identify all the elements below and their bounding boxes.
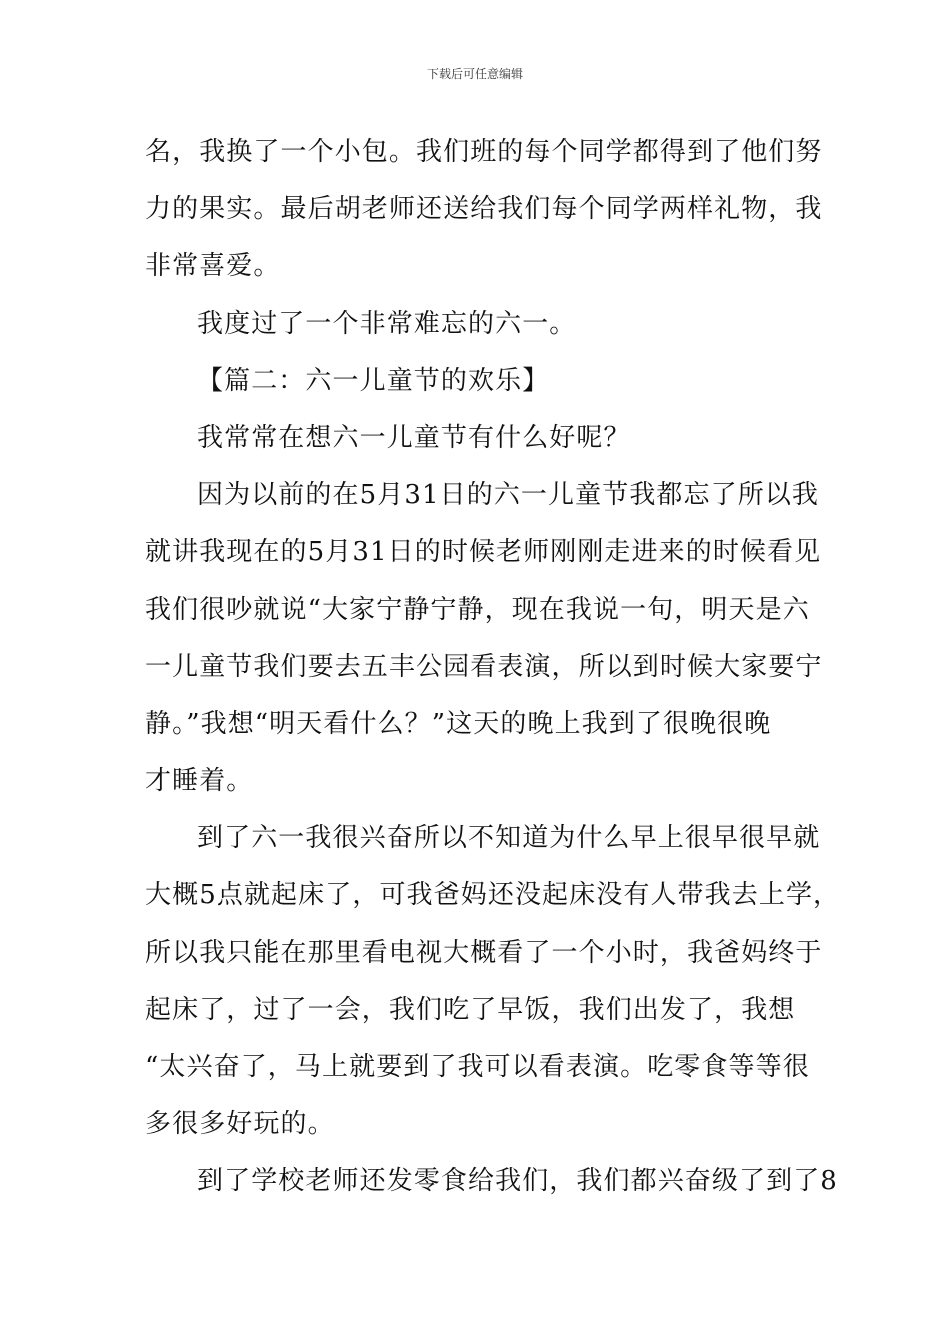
paragraph-line: 力的果实。最后胡老师还送给我们每个同学两样礼物，我 [145,194,823,225]
paragraph-line: 我度过了一个非常难忘的六一。 [197,308,577,339]
paragraph-line: 静。”我想“明天看什么？”这天的晚上我到了很晚很晚 [145,708,772,739]
paragraph-line: 我常常在想六一儿童节有什么好呢？ [197,422,631,453]
paragraph-line: 我们很吵就说“大家宁静宁静，现在我说一句，明天是六 [145,594,810,625]
paragraph-line: “太兴奋了，马上就要到了我可以看表演。吃零食等等很 [145,1052,810,1082]
document-body [145,124,841,1211]
paragraph-line: 大概5点就起床了，可我爸妈还没起床没有人带我去上学， [145,880,841,911]
paragraph-line: 就讲我现在的5月31日的时候老师刚刚走进来的时候看见 [145,537,822,568]
paragraph-line: 到了六一我很兴奋所以不知道为什么早上很早很早就 [197,823,821,854]
paragraph-line: 多很多好玩的。 [145,1109,335,1140]
paragraph-line: 因为以前的在5月31日的六一儿童节我都忘了所以我 [197,480,820,511]
paragraph-line: 到了学校老师还发零食给我们，我们都兴奋级了到了8 [197,1166,838,1197]
paragraph-line: 才睡着。 [145,766,254,797]
paragraph-line: 一儿童节我们要去五丰公园看表演，所以到时候大家要宁 [145,651,823,682]
section-heading: 【篇二：六一儿童节的欢乐】 [197,365,550,396]
paragraph-line: 起床了，过了一会，我们吃了早饭，我们出发了，我想 [145,994,796,1025]
paragraph-line: 非常喜爱。 [145,251,281,282]
paragraph-line: 所以我只能在那里看电视大概看了一个小时，我爸妈终于 [145,937,823,968]
page-header-note: 下载后可任意编辑 [426,67,523,81]
paragraph-line: 名，我换了一个小包。我们班的每个同学都得到了他们努 [145,137,823,167]
